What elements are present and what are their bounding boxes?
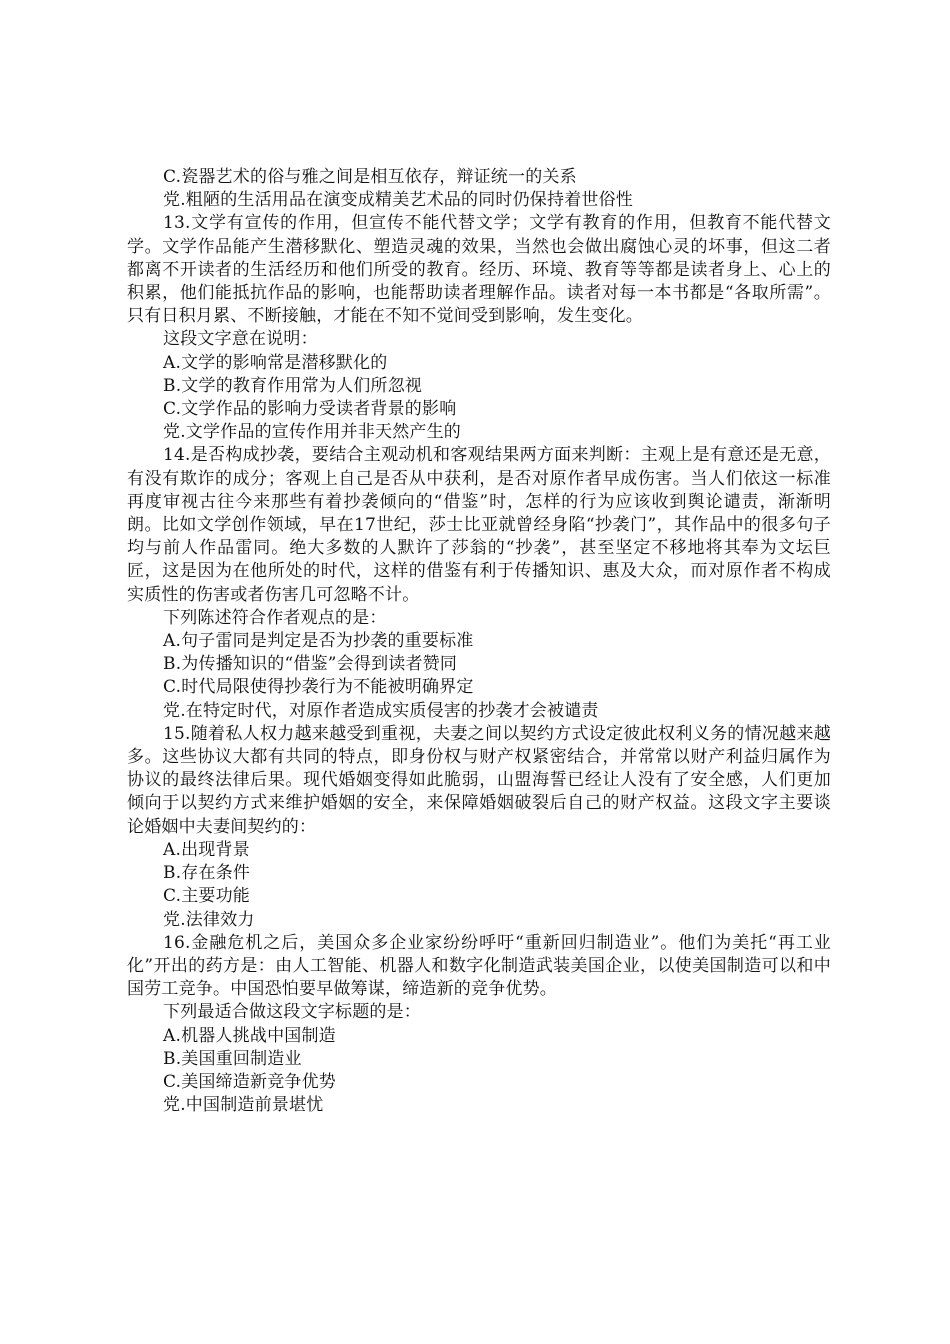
option-line: C.瓷器艺术的俗与雅之间是相互依存，辩证统一的关系: [163, 167, 577, 187]
question-14-option-a: A.句子雷同是判定是否为抄袭的重要标准: [163, 631, 474, 652]
question-16-stem: 16.金融危机之后，美国众多企业家纷纷呼吁“重新回归制造业”。他们为美托“再工业化”开出的药方是：由人工智能、机器人和数字化制造武装美国企业，以使美国制造可以和中国劳工竞争。中国恐怕要早做筹谋，缔造新的竞争优势。: [127, 932, 831, 1000]
question-15-option-a: A.出现背景: [163, 839, 250, 860]
question-13-option-a: A.文学的影响常是潜移默化的: [163, 352, 388, 373]
document-body: [127, 166, 831, 1117]
option-line: 党.粗陋的生活用品在演变成精美艺术品的同时仍保持着世俗性: [163, 190, 634, 211]
question-16-prompt: 下列最适合做这段文字标题的是：: [163, 1002, 421, 1023]
question-13-option-c: C.文学作品的影响力受读者背景的影响: [163, 399, 457, 420]
question-15-option-c: C.主要功能: [163, 886, 251, 907]
question-15-option-b: B.存在条件: [163, 863, 251, 884]
question-13-prompt: 这段文字意在说明：: [163, 329, 318, 350]
question-14-option-d: 党.在特定时代，对原作者造成实质侵害的抄袭才会被谴责: [163, 700, 599, 721]
question-15-option-d: 党.法律效力: [163, 909, 255, 930]
question-13-option-d: 党.文学作品的宣传作用并非天然产生的: [163, 422, 462, 443]
question-14-prompt: 下列陈述符合作者观点的是：: [163, 607, 387, 628]
question-16-option-c: C.美国缔造新竞争优势: [163, 1071, 337, 1092]
question-13-option-b: B.文学的教育作用常为人们所忽视: [163, 375, 423, 396]
question-14-option-c: C.时代局限使得抄袭行为不能被明确界定: [163, 677, 474, 698]
question-14-stem: 14.是否构成抄袭，要结合主观动机和客观结果两方面来判断：主观上是有意还是无意，有没有欺诈的成分；客观上自己是否从中获利，是否对原作者早成伤害。当人们依这一标准再度审视古往今来那些有着抄袭倾向的“借鉴”时，怎样的行为应该收到舆论谴责，渐渐明朗。比如文学创作领域，早在17世纪，莎士比亚就曾经身陷“抄袭门”，其作品中的很多句子均与前人作品雷同。绝大多数的人默许了莎翁的“抄袭”，甚至坚定不移地将其奉为文坛巨匠，这是因为在他所处的时代，这样的借鉴有利于传播知识、惠及大众，而对原作者不构成实质性的伤害或者伤害几可忽略不计。: [127, 445, 831, 605]
question-13-stem: 13.文学有宣传的作用，但宣传不能代替文学；文学有教育的作用，但教育不能代替文学。文学作品能产生潜移默化、塑造灵魂的效果，当然也会做出腐蚀心灵的坏事，但这二者都离不开读者的生活经历和他们所受的教育。经历、环境、教育等等都是读者身上、心上的积累，他们能抵抗作品的影响，也能帮助读者理解作品。读者对每一本书都是“各取所需”。只有日积月累、不断接触，才能在不知不觉间受到影响，发生变化。: [127, 213, 831, 327]
question-14-option-b: B.为传播知识的“借鉴”会得到读者赞同: [163, 654, 458, 675]
question-16-option-b: B.美国重回制造业: [163, 1048, 302, 1069]
question-16-option-a: A.机器人挑战中国制造: [163, 1025, 336, 1046]
question-16-option-d: 党.中国制造前景堪忧: [163, 1095, 324, 1116]
question-15-stem: 15.随着私人权力越来越受到重视，夫妻之间以契约方式设定彼此权利义务的情况越来越多。这些协议大都有共同的特点，即身份权与财产权紧密结合，并常常以财产利益归属作为协议的最终法律后果。现代婚姻变得如此脆弱，山盟海誓已经让人没有了安全感，人们更加倾向于以契约方式来维护婚姻的安全，来保障婚姻破裂后自己的财产权益。这段文字主要谈论婚姻中夫妻间契约的：: [127, 723, 831, 837]
